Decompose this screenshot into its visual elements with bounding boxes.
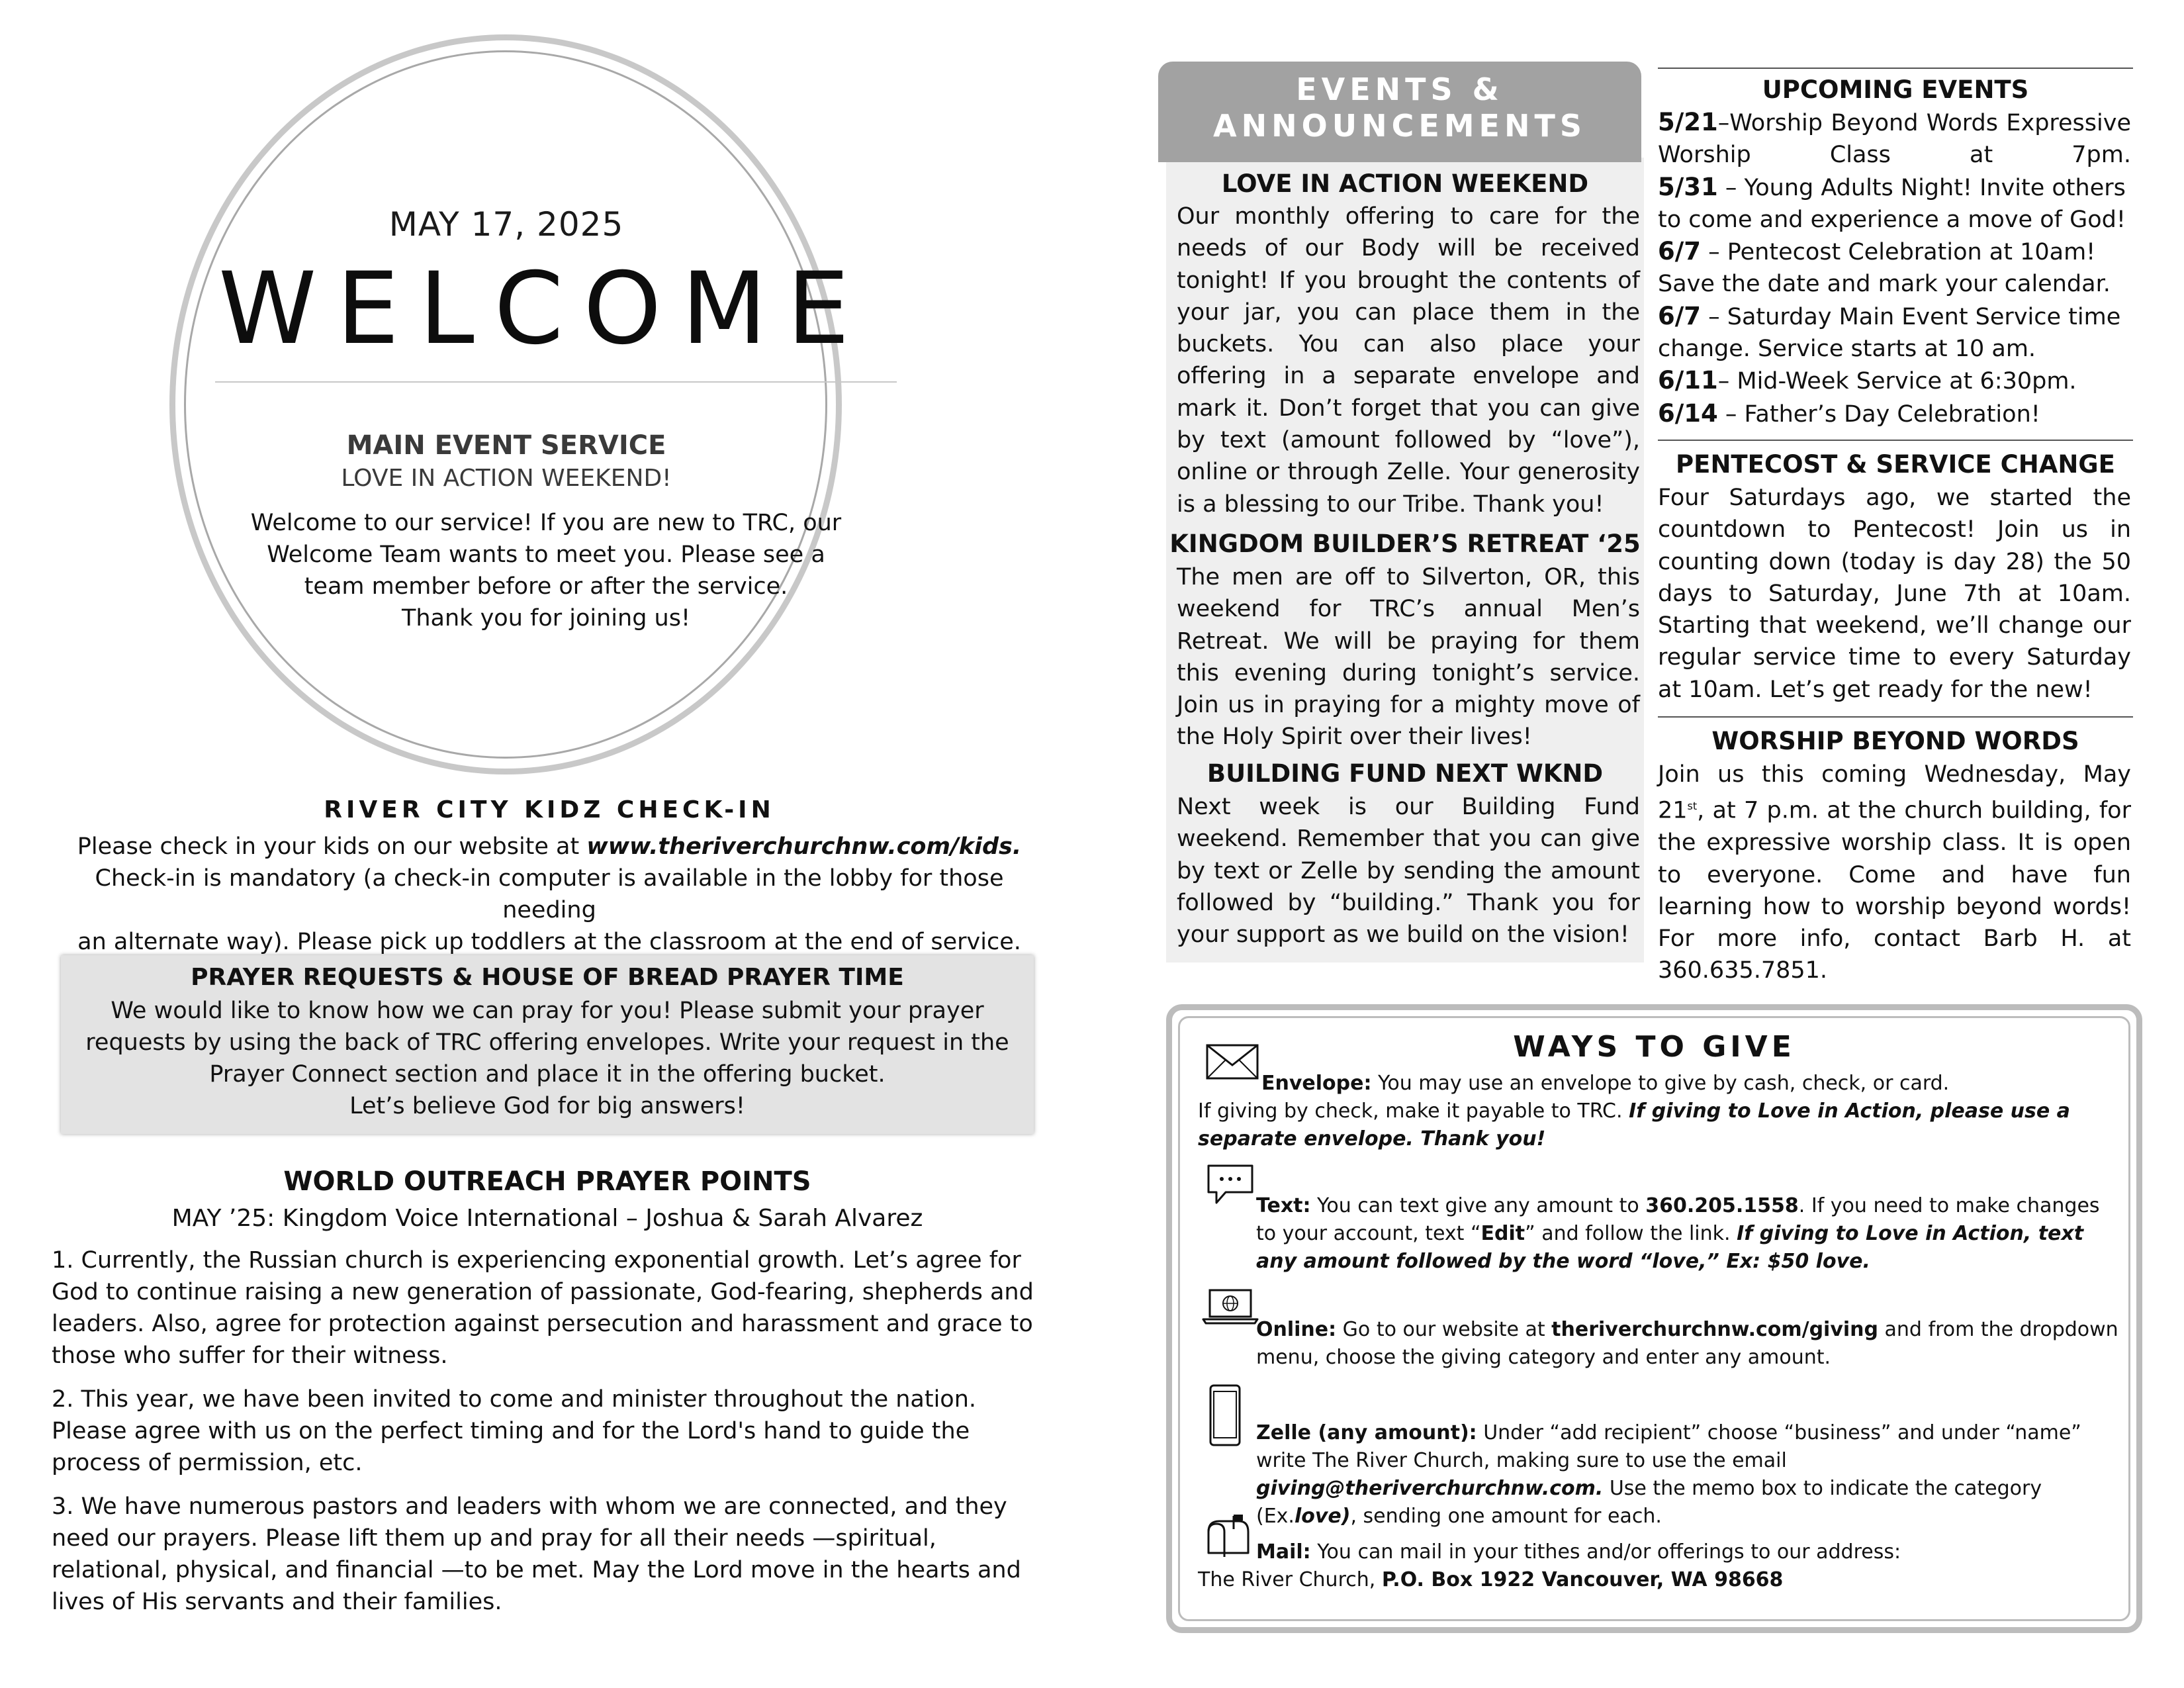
welcome-circle-inner-ring bbox=[184, 50, 870, 759]
kidz-checkin-body bbox=[53, 831, 1046, 958]
give-envelope-label: Envelope: bbox=[1261, 1072, 1372, 1095]
kidz-line bbox=[53, 831, 1046, 863]
give-mail-line bbox=[1198, 1538, 2124, 1566]
give-online-body: and from the dropdown menu, choose the giving category and enter any amount. bbox=[1256, 1318, 2118, 1369]
give-text-body: ” and follow the link. bbox=[1525, 1222, 1737, 1245]
world-outreach-title: WORLD OUTREACH PRAYER POINTS bbox=[283, 1166, 811, 1197]
event-body: Next week is our Building Fund weekend. Remember that you can give by text or Zelle by sending the amount followed by “building.” Thank you for your support as we build on the vision! bbox=[1177, 794, 1640, 949]
give-zelle-email[interactable]: giving@theriverchurchnw.com. bbox=[1256, 1477, 1604, 1500]
give-envelope-line bbox=[1198, 1070, 2124, 1098]
prayer-line: Let’s believe God for big answers! bbox=[349, 1093, 745, 1119]
event-body: The men are off to Silverton, OR, this weekend for TRC’s annual Men’s Retreat. We will be praying for them this evening during tonight’s service. Join us in praying for a mighty move of the Holy Spirit over their lives! bbox=[1177, 564, 1640, 751]
give-online-url[interactable]: theriverchurchnw.com/giving bbox=[1551, 1318, 1878, 1341]
world-outreach-subtitle: MAY ’25: Kingdom Voice International – Joshua & Sarah Alvarez bbox=[171, 1205, 923, 1232]
worship-beyond-words-title: WORSHIP BEYOND WORDS bbox=[1711, 727, 2079, 755]
event-date: 6/14 bbox=[1658, 399, 1718, 428]
give-zelle bbox=[1198, 1419, 2124, 1530]
give-text-label: Text: bbox=[1256, 1194, 1311, 1217]
welcome-message bbox=[238, 507, 854, 634]
give-envelope-note: If giving to Love in Action, please use a separate envelope. Thank you! bbox=[1198, 1100, 2070, 1150]
worship-text: , at 7 p.m. at the church building, for the expressive worship class. It is open to everyone. Come and have fun learning how to worship beyond words! For more info, contact Barb H. at 360.635.7851. bbox=[1658, 797, 2131, 984]
ways-to-give-title: WAYS TO GIVE bbox=[1513, 1030, 1796, 1064]
events-header-line: ANNOUNCEMENTS bbox=[1213, 108, 1586, 144]
event-text: – Saturday Main Event Service time change. Service starts at 10 am. bbox=[1658, 303, 2121, 363]
event-date: 5/31 bbox=[1658, 172, 1718, 201]
give-text-body: . If you need to make changes to your account, text “ bbox=[1256, 1194, 2100, 1245]
prayer-line: We would like to know how we can pray for you! Please submit your prayer bbox=[111, 998, 984, 1024]
event-date: 6/7 bbox=[1658, 301, 1702, 330]
prayer-line: requests by using the back of TRC offering envelopes. Write your request in the bbox=[85, 1029, 1009, 1056]
event-date: 5/21 bbox=[1658, 108, 1718, 136]
give-zelle-body: Under “add recipient” choose “business” and under “name” write The River Church, making sure to use the email bbox=[1256, 1421, 2081, 1472]
give-mail-address: P.O. Box 1922 Vancouver, WA 98668 bbox=[1381, 1568, 1784, 1591]
pentecost-body: Four Saturdays ago, we started the countdown to Pentecost! Join us in counting down (today is day 28) the 50 days to Saturday, June 7th at 10am. Starting that weekend, we’ll change our regular service time to every Saturday at 10am. Let’s get ready for the new! bbox=[1658, 485, 2131, 703]
give-text-body: You can text give any amount to bbox=[1310, 1194, 1646, 1217]
give-text-number: 360.205.1558 bbox=[1645, 1194, 1799, 1217]
kidz-website-link[interactable]: www.theriverchurchnw.com/kids. bbox=[586, 833, 1022, 860]
event-title: BUILDING FUND NEXT WKND bbox=[1206, 759, 1604, 788]
give-online-body: Go to our website at bbox=[1336, 1318, 1552, 1341]
welcome-line: Thank you for joining us! bbox=[401, 605, 690, 632]
give-zelle-memo: love) bbox=[1294, 1505, 1351, 1528]
upcoming-event-item bbox=[1658, 107, 2131, 171]
give-envelope bbox=[1198, 1070, 2124, 1153]
give-zelle-body: , sending one amount for each. bbox=[1350, 1505, 1662, 1528]
upcoming-event-item bbox=[1658, 171, 2131, 236]
service-subtitle: LOVE IN ACTION WEEKEND! bbox=[341, 465, 672, 492]
worship-text: Join us this coming Wednesday, May 21 bbox=[1658, 761, 2131, 824]
give-mail-body: The River Church, bbox=[1198, 1568, 1382, 1591]
give-envelope-text: You may use an envelope to give by cash, check, or card. bbox=[1371, 1072, 1950, 1095]
give-text bbox=[1198, 1192, 2124, 1276]
give-text-note: If giving to Love in Action, text any amount followed by the word “love,” Ex: $50 love. bbox=[1256, 1222, 2084, 1273]
prayer-requests-body bbox=[73, 995, 1022, 1122]
section-rule bbox=[1658, 440, 2133, 441]
events-header-title bbox=[1158, 71, 1641, 144]
upcoming-events-list bbox=[1658, 107, 2131, 430]
event-date: 6/11 bbox=[1658, 366, 1718, 395]
upcoming-event-item bbox=[1658, 236, 2131, 301]
give-envelope-text: If giving by check, make it payable to TRC. bbox=[1198, 1100, 1629, 1123]
welcome-line: Welcome to our service! If you are new to TRC, our bbox=[250, 510, 842, 536]
service-title: MAIN EVENT SERVICE bbox=[346, 430, 666, 461]
give-text-keyword: Edit bbox=[1480, 1222, 1525, 1245]
give-zelle-body: Use the memo box to indicate the category (Ex. bbox=[1256, 1477, 2042, 1528]
prayer-point: 1. Currently, the Russian church is experiencing exponential growth. Let’s agree for God to continue raising a new generation of passionate, God-fearing, shepherds and leaders. Also, agree for protection against persecution and harassment and grace to those who suffer for their witness. bbox=[52, 1247, 1034, 1369]
events-header-line: EVENTS & bbox=[1296, 71, 1504, 107]
upcoming-event-item bbox=[1658, 301, 2131, 365]
worship-beyond-words-body bbox=[1658, 759, 2131, 987]
event-title: LOVE IN ACTION WEEKEND bbox=[1221, 169, 1589, 198]
welcome-line: Welcome Team wants to meet you. Please see a bbox=[267, 541, 825, 568]
kidz-line-text: Please check in your kids on our website at bbox=[77, 833, 587, 860]
pentecost-title: PENTECOST & SERVICE CHANGE bbox=[1676, 450, 2115, 479]
upcoming-event-item bbox=[1658, 398, 2131, 430]
prayer-point: 2. This year, we have been invited to come and minister throughout the nation. Please agree with us on the perfect timing and for the Lord's hand to guide the process of permission, etc. bbox=[52, 1386, 977, 1476]
kidz-checkin-title: RIVER CITY KIDZ CHECK-IN bbox=[324, 796, 775, 823]
give-zelle-label: Zelle (any amount): bbox=[1256, 1421, 1477, 1444]
kidz-line: an alternate way). Please pick up toddlers at the classroom at the end of service. bbox=[77, 929, 1021, 955]
event-title: KINGDOM BUILDER’S RETREAT ‘25 bbox=[1169, 530, 1641, 558]
kidz-line: Check-in is mandatory (a check-in computer is available in the lobby for those needing bbox=[95, 865, 1004, 923]
section-rule bbox=[1658, 716, 2133, 718]
event-body: Our monthly offering to care for the needs of our Body will be received tonight! If you brought the contents of your jar, you can place them in the buckets. You can also place your offering in a separate envelope and mark it. Don’t forget that you can give by text (amount followed by “love”), online or through Zelle. Your generosity is a blessing to our Tribe. Thank you! bbox=[1177, 203, 1640, 518]
prayer-points-list bbox=[52, 1244, 1044, 1630]
prayer-point: 3. We have numerous pastors and leaders with whom we are connected, and they need our prayers. Please lift them up and pray for all their needs —spiritual, relational, physical, and financial —to be met. May the Lord move in the hearts and lives of His servants and their families. bbox=[52, 1493, 1021, 1615]
welcome-heading: WELCOME bbox=[218, 252, 870, 367]
event-date: 6/7 bbox=[1658, 237, 1702, 266]
welcome-line: team member before or after the service. bbox=[304, 573, 788, 600]
give-envelope-line bbox=[1198, 1098, 2124, 1153]
give-mail bbox=[1198, 1538, 2124, 1594]
event-text: – Mid-Week Service at 6:30pm. bbox=[1717, 368, 2077, 395]
give-mail-line bbox=[1198, 1566, 2124, 1594]
give-online-label: Online: bbox=[1256, 1318, 1337, 1341]
service-date: MAY 17, 2025 bbox=[388, 205, 624, 244]
prayer-requests-title: PRAYER REQUESTS & HOUSE OF BREAD PRAYER TIME bbox=[191, 964, 904, 991]
event-text: – Young Adults Night! Invite others to come and experience a move of God! bbox=[1658, 174, 2126, 233]
ordinal-suffix: st bbox=[1687, 800, 1698, 813]
give-text-paragraph bbox=[1198, 1192, 2124, 1276]
welcome-divider bbox=[215, 381, 897, 383]
give-mail-body: You can mail in your tithes and/or offerings to our address: bbox=[1310, 1540, 1901, 1564]
section-rule bbox=[1658, 68, 2133, 69]
upcoming-events-title: UPCOMING EVENTS bbox=[1762, 75, 2029, 104]
event-text: –Worship Beyond Words Expressive Worship Class at 7pm. bbox=[1658, 110, 2131, 169]
prayer-line: Prayer Connect section and place it in the offering bucket. bbox=[209, 1061, 886, 1088]
give-zelle-paragraph bbox=[1198, 1419, 2124, 1530]
give-online bbox=[1198, 1316, 2124, 1372]
give-mail-label: Mail: bbox=[1256, 1540, 1311, 1564]
event-text: – Father’s Day Celebration! bbox=[1717, 400, 2040, 428]
event-text: – Pentecost Celebration at 10am! Save the date and mark your calendar. bbox=[1658, 239, 2111, 298]
give-online-paragraph bbox=[1198, 1316, 2124, 1372]
upcoming-event-item bbox=[1658, 365, 2131, 397]
